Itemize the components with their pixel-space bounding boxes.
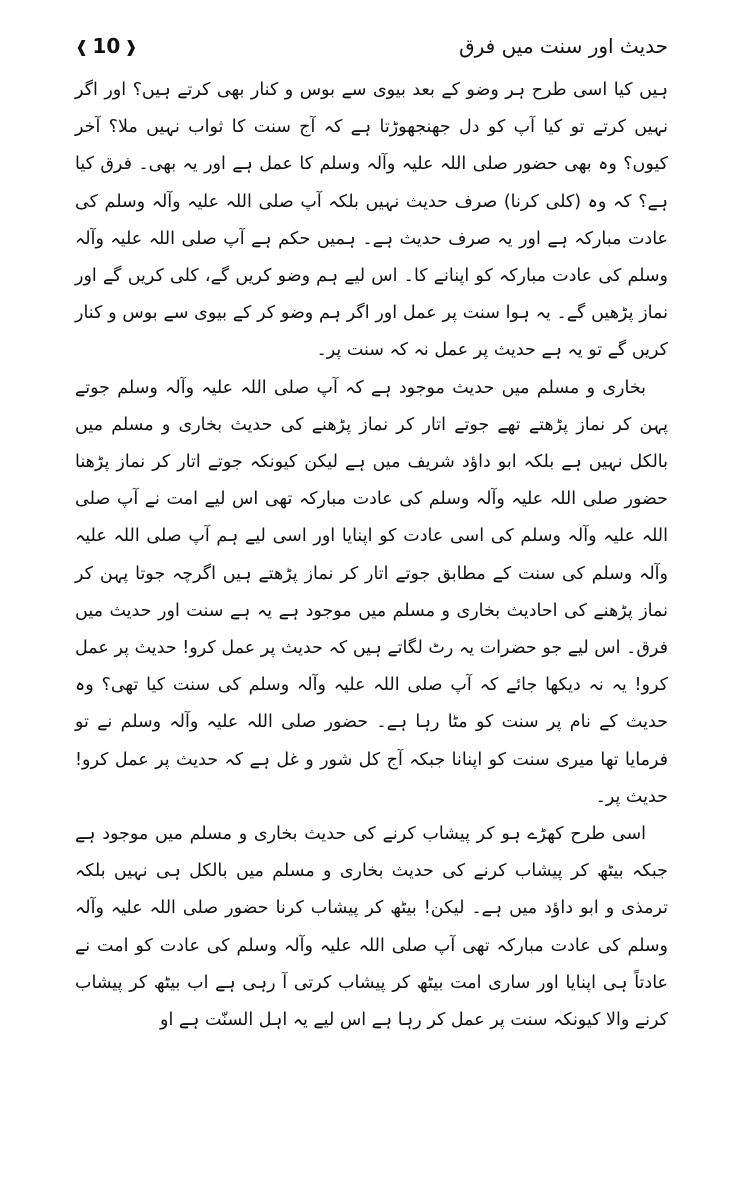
body-text <box>75 72 668 1039</box>
paragraph-3: اسی طرح کھڑے ہو کر پیشاب کرنے کی حدیث بخاری و مسلم میں موجود ہے جبکہ بیٹھ کر پیشاب کرنے کی حدیث بخاری و مسلم میں بالکل ہی نہیں بلکہ ترمذی و ابو داؤد میں ہے۔ لیکن! بیٹھ کر پیشاب کرنا حضور صلی اللہ علیہ وآلہ وسلم کی عادت مبارکہ تھی آپ صلی اللہ علیہ وآلہ وسلم کی عادت کو امت نے عادتاً ہی اپنایا اور ساری امت بیٹھ کر پیشاب کرتی آ رہی ہے اب بیٹھ کر پیشاب کرنے والا کیونکہ سنت پر عمل کر رہا ہے اس لیے یہ اہل السنّت ہے او <box>75 824 668 1031</box>
page-header <box>75 30 668 70</box>
paragraph-1: ہیں کیا اسی طرح ہر وضو کے بعد بیوی سے بوس و کنار بھی کرتے ہیں؟ اور اگر نہیں کرتے تو کیا آپ کو دل جھنجھوڑتا ہے کہ آج سنت کا ثواب نہیں ملا؟ آخر کیوں؟ وہ بھی حضور صلی اللہ علیہ وآلہ وسلم کا عمل ہے اور یہ بھی۔ فرق کیا ہے؟ کہ وہ (کلی کرنا) صرف حدیث نہیں بلکہ آپ صلی اللہ علیہ وآلہ وسلم کی عادت مبارکہ ہے اور یہ صرف حدیث ہے۔ ہمیں حکم ہے آپ صلی اللہ علیہ وآلہ وسلم کی عادت مبارکہ کو اپنانے کا۔ اس لیے ہم وضو کریں گے، کلی کریں گے اور نماز پڑھیں گے۔ یہ ہوا سنت پر عمل اور اگر ہم وضو کر کے بیوی سے بوس و کنار کریں گے تو یہ ہے حدیث پر عمل نہ کہ سنت پر۔ <box>75 80 668 361</box>
running-title: حدیث اور سنت میں فرق <box>459 34 668 58</box>
right-ornament-icon: ❱ <box>124 36 138 56</box>
paragraph-2: بخاری و مسلم میں حدیث موجود ہے کہ آپ صلی اللہ علیہ وآلہ وسلم جوتے پہن کر نماز پڑھتے تھے جوتے اتار کر نماز پڑھنے کی حدیث بخاری و مسلم میں بالکل نہیں ہے بلکہ ابو داؤد شریف میں ہے لیکن کیونکہ جوتے اتار کر نماز پڑھنا حضور صلی اللہ علیہ وآلہ وسلم کی عادت مبارکہ تھی اس لیے امت نے آپ صلی اللہ علیہ وآلہ وسلم کی اسی عادت کو اپنایا اور اسی لیے ہم آپ صلی اللہ علیہ وآلہ وسلم کی سنت کے مطابق جوتے اتار کر نماز پڑھتے ہیں اگرچہ جوتا پہن کر نماز پڑھنے کی احادیث بخاری و مسلم میں موجود ہے یہ ہے سنت اور حدیث میں فرق۔ اس لیے جو حضرات یہ رٹ لگاتے ہیں کہ حدیث پر عمل کرو! حدیث پر عمل کرو! یہ نہ دیکھا جائے کہ آپ صلی اللہ علیہ وآلہ وسلم کی سنت کیا تھی؟ وہ حدیث کے نام پر سنت کو مٹا رہا ہے۔ حضور صلی اللہ علیہ وآلہ وسلم نے تو فرمایا تھا میری سنت کو اپنانا جبکہ آج کل شور و غل ہے کہ حدیث پر عمل کرو! حدیث پر۔ <box>75 377 668 807</box>
left-ornament-icon: ❰ <box>75 36 89 56</box>
page-number-block <box>75 34 138 58</box>
page-number: 10 <box>92 34 121 58</box>
